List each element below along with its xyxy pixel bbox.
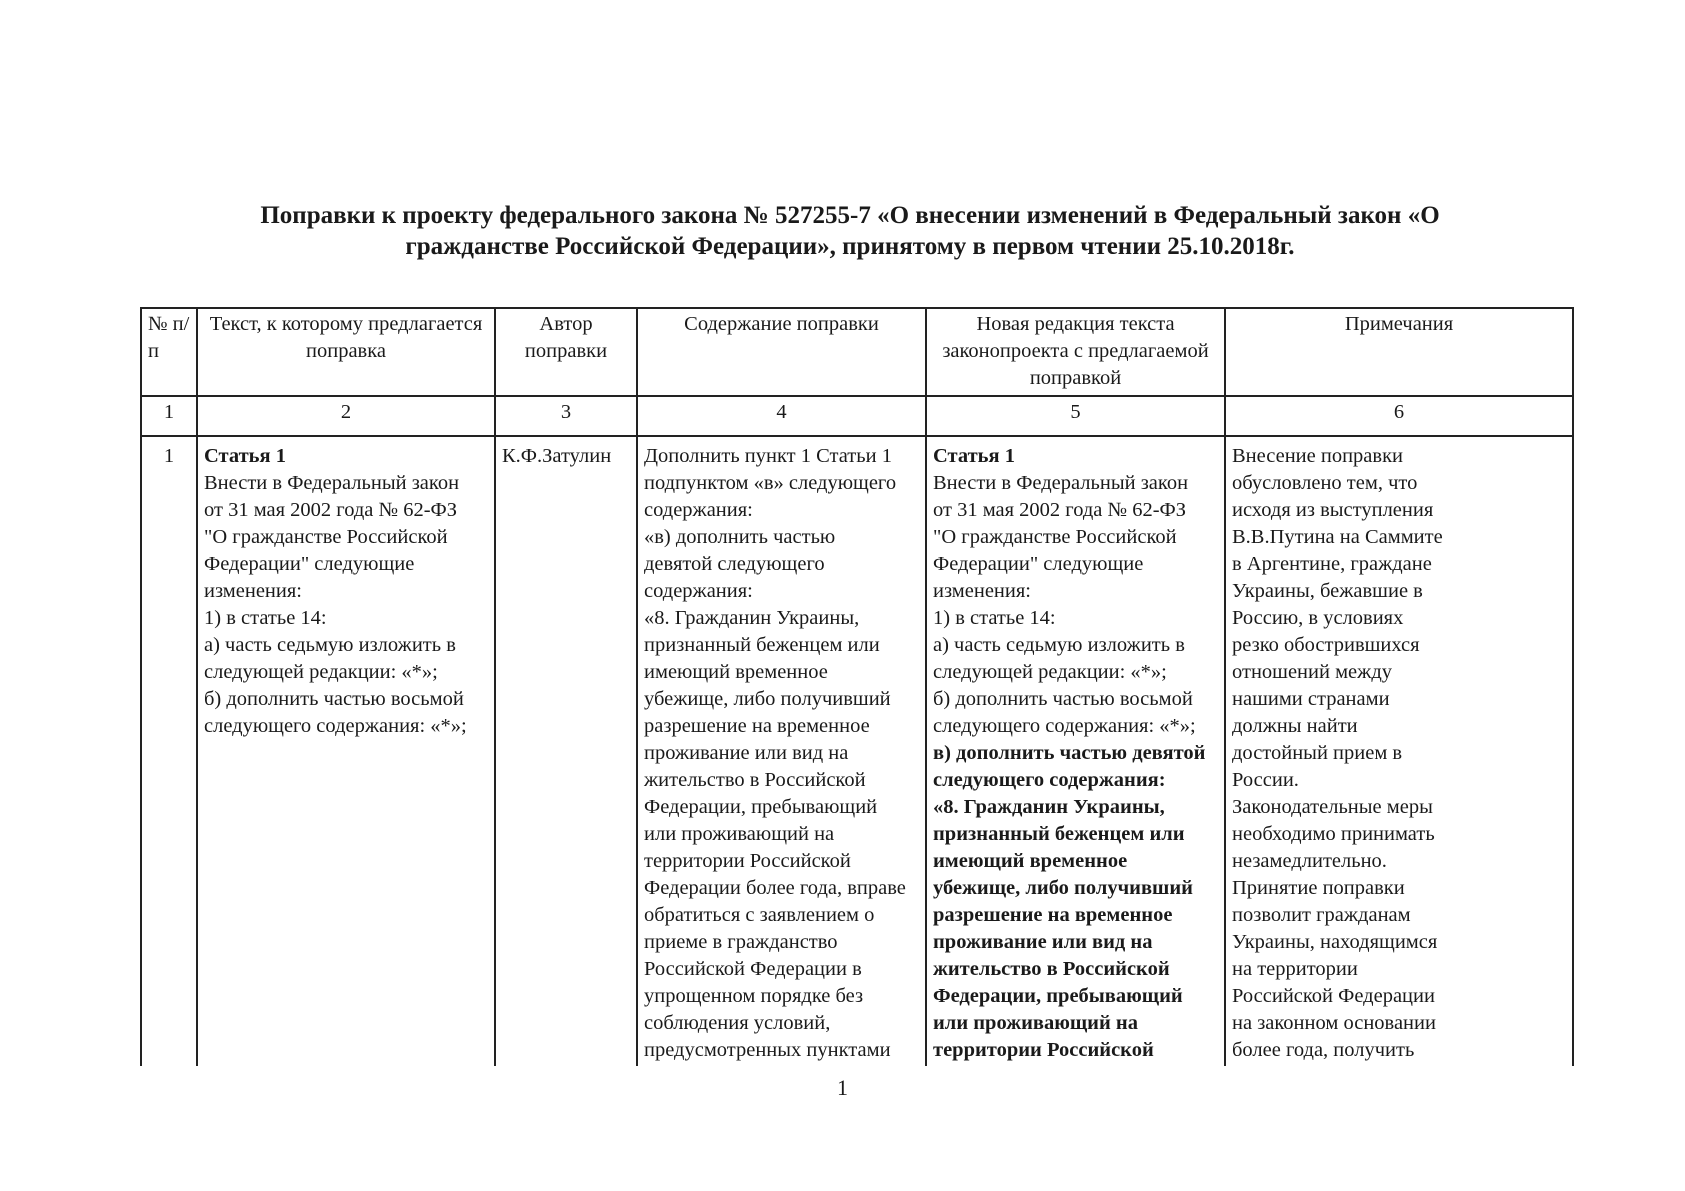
text-line: проживание или вид на — [933, 931, 1153, 953]
text-line: Принятие поправки — [1232, 877, 1405, 899]
column-number: 6 — [1225, 396, 1573, 436]
text-line: от 31 мая 2002 года № 62-ФЗ — [204, 499, 457, 521]
text-line: необходимо принимать — [1232, 823, 1435, 845]
text-line: Россию, в условиях — [1232, 607, 1404, 629]
text-line: убежище, либо получивший — [644, 688, 891, 710]
text-line: территории Российской — [644, 850, 851, 872]
title-line-1: Поправки к проекту федерального закона № 527255-7 «О внесении изменений в Федеральный закон «О — [260, 202, 1440, 229]
text-line: на территории — [1232, 958, 1358, 980]
table-row — [141, 436, 1573, 1066]
text-line: имеющий временное — [933, 850, 1128, 872]
new-text-cell — [926, 436, 1225, 1066]
notes-cell — [1225, 436, 1573, 1066]
text-line: позволит гражданам — [1232, 904, 1411, 926]
text-line: обратиться с заявлением о — [644, 904, 875, 926]
text-line: в Аргентине, граждане — [1232, 553, 1432, 575]
text-line: имеющий временное — [644, 661, 828, 683]
text-line: приеме в гражданство — [644, 931, 838, 953]
amendment-content-lines — [644, 443, 919, 1064]
text-line: отношений между — [1232, 661, 1392, 683]
text-line: а) часть седьмую изложить в — [204, 634, 456, 656]
text-line: Внесение поправки — [1232, 445, 1404, 467]
text-line: более года, получить — [1232, 1039, 1415, 1061]
header-cell: Текст, к которому предлагается поправка — [197, 308, 495, 396]
text-line: убежище, либо получивший — [933, 877, 1193, 899]
text-line: следующей редакции: «*»; — [204, 661, 438, 683]
text-line: Федерации, пребывающий — [933, 985, 1183, 1007]
text-line: исходя из выступления — [1232, 499, 1434, 521]
notes-lines — [1232, 443, 1566, 1064]
header-cell: Содержание поправки — [637, 308, 926, 396]
text-line: б) дополнить частью восьмой — [933, 688, 1193, 710]
text-line: содержания: — [644, 499, 753, 521]
original-text-lines — [204, 470, 488, 740]
text-line: а) часть седьмую изложить в — [933, 634, 1185, 656]
text-line: России. — [1232, 769, 1299, 791]
text-line: Законодательные меры — [1232, 796, 1433, 818]
title-line-2: гражданстве Российской Федерации», принятому в первом чтении 25.10.2018г. — [405, 233, 1295, 260]
new-article-title: Статья 1 — [933, 445, 1015, 467]
text-line: Украины, бежавшие в — [1232, 580, 1423, 602]
column-number: 2 — [197, 396, 495, 436]
column-number: 3 — [495, 396, 637, 436]
text-line: территории Российской — [933, 1039, 1154, 1061]
text-line: изменения: — [204, 580, 302, 602]
text-line: незамедлительно. — [1232, 850, 1387, 872]
text-line: разрешение на временное — [644, 715, 870, 737]
text-line: следующей редакции: «*»; — [933, 661, 1167, 683]
text-line: «8. Гражданин Украины, — [933, 796, 1165, 818]
text-line: «в) дополнить частью — [644, 526, 836, 548]
column-number-row — [141, 396, 1573, 436]
text-line: изменения: — [933, 580, 1031, 602]
column-number: 5 — [926, 396, 1225, 436]
amendments-table — [140, 307, 1574, 1066]
text-line: «8. Гражданин Украины, — [644, 607, 860, 629]
page-number: 1 — [837, 1075, 848, 1100]
text-line: содержания: — [644, 580, 753, 602]
row-number: 1 — [141, 436, 197, 1066]
text-line: б) дополнить частью восьмой — [204, 688, 464, 710]
text-line: Федерации" следующие — [933, 553, 1144, 575]
text-line: нашими странами — [1232, 688, 1390, 710]
text-line: от 31 мая 2002 года № 62-ФЗ — [933, 499, 1186, 521]
author-cell: К.Ф.Затулин — [495, 436, 637, 1066]
text-line: соблюдения условий, — [644, 1012, 831, 1034]
text-line: Российской Федерации в — [644, 958, 862, 980]
new-text-bold-lines — [933, 740, 1218, 1064]
header-cell: № п/п — [141, 308, 197, 396]
text-line: Федерации" следующие — [204, 553, 415, 575]
text-line: жительство в Российской — [644, 769, 866, 791]
header-row — [141, 308, 1573, 396]
text-line: резко обострившихся — [1232, 634, 1420, 656]
text-line: подпунктом «в» следующего — [644, 472, 897, 494]
text-line: Внести в Федеральный закон — [933, 472, 1189, 494]
document-title — [150, 200, 1550, 262]
text-line: разрешение на временное — [933, 904, 1173, 926]
text-line: Федерации более года, вправе — [644, 877, 906, 899]
text-line: Российской Федерации — [1232, 985, 1435, 1007]
header-cell: Автор поправки — [495, 308, 637, 396]
text-line: девятой следующего — [644, 553, 825, 575]
new-text-lines — [933, 470, 1218, 740]
amendment-content-cell — [637, 436, 926, 1066]
text-line: или проживающий на — [933, 1012, 1138, 1034]
header-cell: Новая редакция текста законопроекта с предлагаемой поправкой — [926, 308, 1225, 396]
article-title: Статья 1 — [204, 445, 286, 467]
text-line: признанный беженцем или — [644, 634, 880, 656]
header-cell: Примечания — [1225, 308, 1573, 396]
text-line: следующего содержания: «*»; — [933, 715, 1196, 737]
column-number: 1 — [141, 396, 197, 436]
text-line: упрощенном порядке без — [644, 985, 864, 1007]
column-number: 4 — [637, 396, 926, 436]
text-line: обусловлено тем, что — [1232, 472, 1418, 494]
text-line: достойный прием в — [1232, 742, 1403, 764]
text-line: "О гражданстве Российской — [933, 526, 1177, 548]
text-line: Дополнить пункт 1 Статьи 1 — [644, 445, 892, 467]
text-line: должны найти — [1232, 715, 1358, 737]
text-line: 1) в статье 14: — [204, 607, 327, 629]
text-line: "О гражданстве Российской — [204, 526, 448, 548]
text-line: Внести в Федеральный закон — [204, 472, 460, 494]
text-line: 1) в статье 14: — [933, 607, 1056, 629]
text-line: жительство в Российской — [933, 958, 1170, 980]
text-line: или проживающий на — [644, 823, 835, 845]
text-line: предусмотренных пунктами — [644, 1039, 891, 1061]
text-line: признанный беженцем или — [933, 823, 1185, 845]
text-line: в) дополнить частью девятой — [933, 742, 1206, 764]
text-line: следующего содержания: «*»; — [204, 715, 467, 737]
text-line: следующего содержания: — [933, 769, 1166, 791]
text-line: Федерации, пребывающий — [644, 796, 878, 818]
text-line: В.В.Путина на Саммите — [1232, 526, 1443, 548]
text-line: Украины, находящимся — [1232, 931, 1438, 953]
text-line: проживание или вид на — [644, 742, 849, 764]
original-text-cell — [197, 436, 495, 1066]
text-line: на законном основании — [1232, 1012, 1436, 1034]
